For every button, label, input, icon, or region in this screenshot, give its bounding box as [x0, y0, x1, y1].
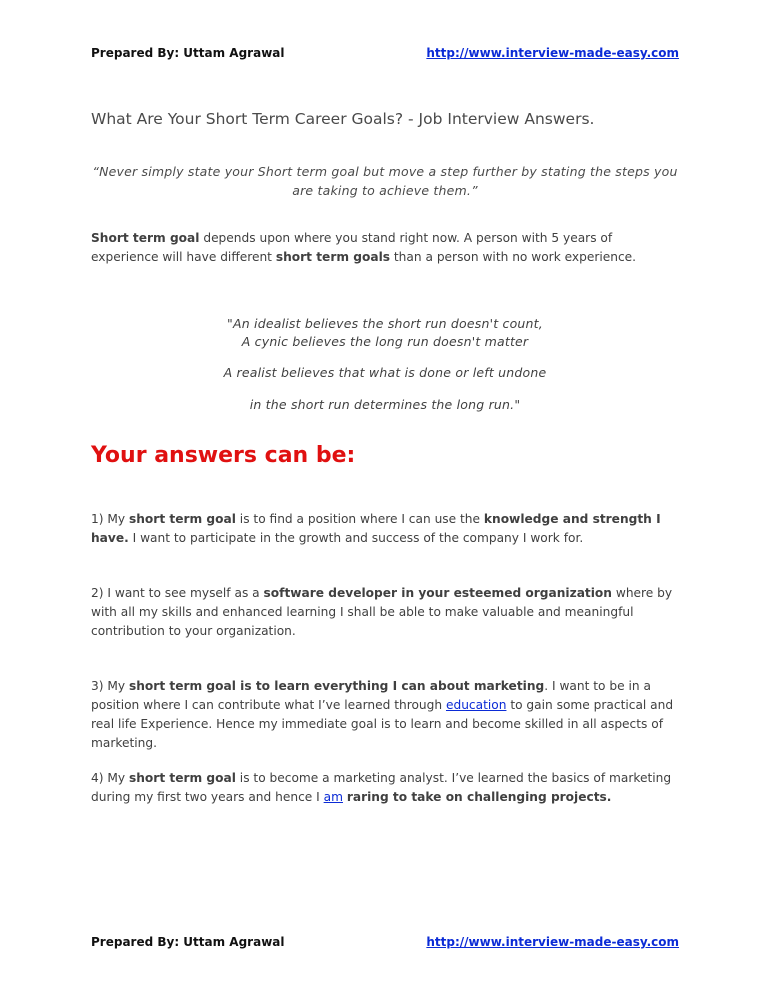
text: is to find a position where I can use the [235, 512, 484, 526]
bold-text: Short term goal [91, 231, 200, 245]
text: . I want to be in a position where I can contribute what I’ve learned through [91, 679, 651, 712]
header-author: Prepared By: Uttam Agrawal [91, 46, 285, 60]
answer-item-4 [91, 769, 679, 807]
am-link[interactable]: am [323, 790, 343, 804]
intro-quote [91, 162, 679, 200]
footer-author: Prepared By: Uttam Agrawal [91, 935, 285, 949]
bold-text: raring to take on challenging projects. [346, 790, 612, 804]
poem-line: A realist believes that what is done or left undone [223, 365, 547, 380]
answers-heading: Your answers can be: [91, 443, 356, 468]
header-url-link[interactable]: http://www.interview-made-easy.com [426, 46, 679, 60]
bold-text: software developer in your esteemed organization [263, 586, 612, 600]
bold-text: short term goal [129, 512, 236, 526]
poem-line: A cynic believes the long run doesn't matter [241, 334, 529, 349]
text: 3) My [91, 679, 129, 693]
text: than a person with no work experience. [390, 250, 637, 264]
poem-line: in the short run determines the long run." [249, 397, 521, 412]
text: depends upon where you stand right now. A person with 5 years of experience will have different [91, 231, 613, 264]
answer-item-3 [91, 677, 679, 753]
footer-url-link[interactable]: http://www.interview-made-easy.com [426, 935, 679, 949]
text: 4) My [91, 771, 129, 785]
bold-text: short term goals [275, 250, 391, 264]
bold-text: short term goal [129, 771, 236, 785]
text: I want to participate in the growth and success of the company I work for. [128, 531, 584, 545]
education-link[interactable]: education [445, 698, 507, 712]
poem-line: "An idealist believes the short run doesn't count, [227, 316, 543, 331]
bold-text: knowledge and strength I have. [91, 512, 661, 545]
answer-item-1 [91, 510, 679, 548]
text: where by with all my skills and enhanced learning I shall be able to make valuable and meaningful contribution to your organization. [91, 586, 673, 638]
text: 2) I want to see myself as a [91, 586, 264, 600]
intro-quote-line: are taking to achieve them.” [292, 183, 478, 198]
text: 1) My [91, 512, 129, 526]
bold-text: short term goal is to learn everything I can about marketing [129, 679, 545, 693]
answer-item-2 [91, 584, 679, 641]
intro-paragraph [91, 229, 679, 267]
intro-quote-line: “Never simply state your Short term goal but move a step further by stating the steps you [92, 164, 678, 179]
page-title: What Are Your Short Term Career Goals? - Job Interview Answers. [91, 110, 595, 128]
text: is to become a marketing analyst. I’ve learned the basics of marketing during my first two years and hence I [91, 771, 672, 804]
text: to gain some practical and real life Experience. Hence my immediate goal is to learn and become skilled in all aspects of marketing. [91, 698, 674, 750]
